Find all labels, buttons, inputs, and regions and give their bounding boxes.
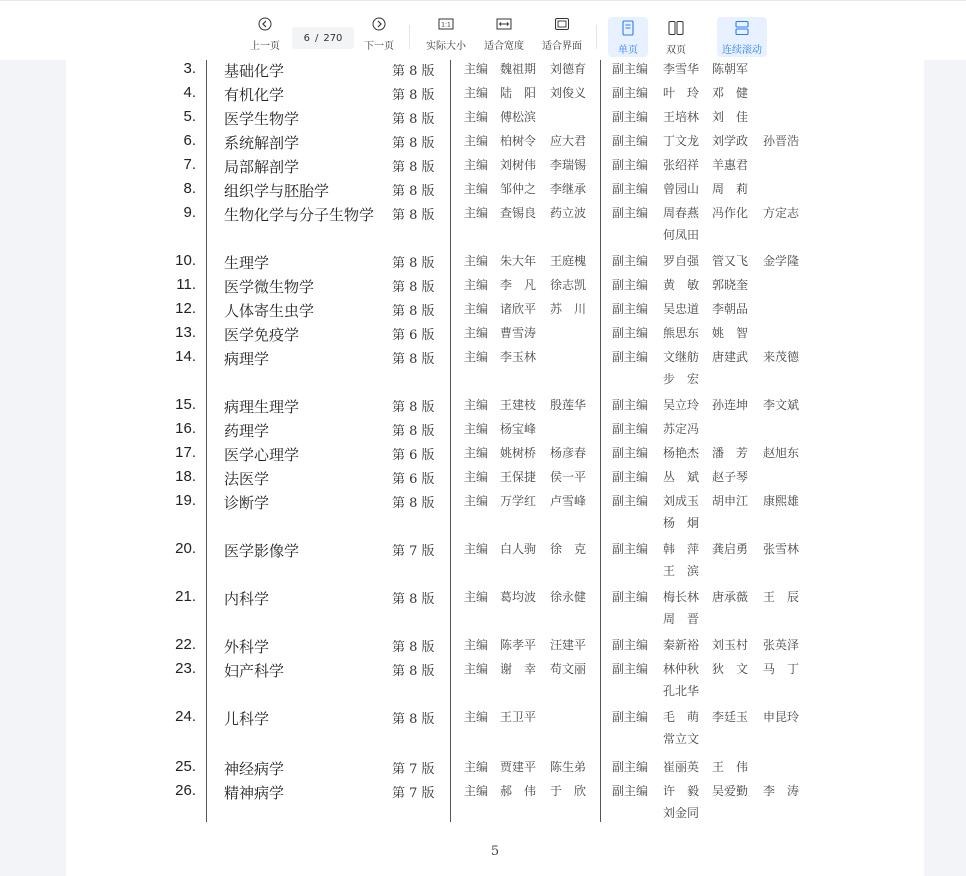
table-row xyxy=(66,348,924,372)
editor-role-label: 主编 xyxy=(464,784,489,798)
deputy-editor-name: 曾园山 xyxy=(663,182,700,196)
edition: 第 6 版 xyxy=(392,472,435,487)
toolbar-divider xyxy=(596,25,597,49)
single-page-icon xyxy=(622,17,634,39)
deputy-editor-name: 马 丁 xyxy=(763,662,800,676)
next-page-button[interactable] xyxy=(360,13,398,57)
book-title: 局部解剖学 xyxy=(224,158,300,176)
deputy-editor-name-continued: 杨 炯 xyxy=(663,516,700,530)
deputy-editor-name: 唐承薇 xyxy=(712,590,749,604)
deputy-role-label: 副主编 xyxy=(612,206,649,220)
editor-role-label: 主编 xyxy=(464,638,489,652)
editor-role-label: 主编 xyxy=(464,254,489,268)
row-number: 21. xyxy=(175,588,196,605)
deputy-editor-name: 来茂德 xyxy=(763,350,800,364)
editor-name: 殷莲华 xyxy=(550,398,587,412)
single-page-label: 单页 xyxy=(618,45,638,56)
table-row xyxy=(66,396,924,420)
fit-width-icon xyxy=(496,13,512,35)
actual-size-label: 实际大小 xyxy=(426,41,466,52)
chevron-left-circle-icon xyxy=(258,13,272,35)
deputy-role-label: 副主编 xyxy=(612,710,649,724)
editor-name: 药立波 xyxy=(550,206,587,220)
table-row xyxy=(66,420,924,444)
deputy-role-label: 副主编 xyxy=(612,86,649,100)
editor-role-label: 主编 xyxy=(464,494,489,508)
editor-role-label: 主编 xyxy=(464,590,489,604)
book-title: 内科学 xyxy=(224,590,270,608)
deputy-editor-name: 羊惠君 xyxy=(712,158,749,172)
edition: 第 8 版 xyxy=(392,496,435,511)
editor-role-label: 主编 xyxy=(464,662,489,676)
current-page-number[interactable]: 6 xyxy=(303,32,310,44)
deputy-editor-name: 韩 萍 xyxy=(663,542,700,556)
deputy-editor-name: 秦新裕 xyxy=(663,638,700,652)
edition: 第 7 版 xyxy=(392,762,435,777)
prev-page-button[interactable] xyxy=(246,13,284,57)
editor-role-label: 主编 xyxy=(464,542,489,556)
deputy-role-label: 副主编 xyxy=(612,110,649,124)
edition: 第 8 版 xyxy=(392,712,435,727)
deputy-editor-name: 陈朝军 xyxy=(712,62,749,76)
deputy-editor-name: 赵旭东 xyxy=(763,446,800,460)
deputy-editor-name: 龚启勇 xyxy=(712,542,749,556)
edition: 第 6 版 xyxy=(392,328,435,343)
row-number: 14. xyxy=(175,348,196,365)
table-row xyxy=(66,60,924,84)
editor-name: 刘德育 xyxy=(550,62,587,76)
double-page-label: 双页 xyxy=(666,45,686,56)
fit-page-icon xyxy=(554,13,570,35)
editor-name: 苏 川 xyxy=(550,302,587,316)
row-number: 8. xyxy=(183,180,196,197)
editor-name: 王保捷 xyxy=(500,470,537,484)
row-number: 22. xyxy=(175,636,196,653)
chevron-right-circle-icon xyxy=(372,13,386,35)
deputy-role-label: 副主编 xyxy=(612,254,649,268)
row-number: 20. xyxy=(175,540,196,557)
book-title: 法医学 xyxy=(224,470,270,488)
deputy-editor-name: 赵子琴 xyxy=(712,470,749,484)
deputy-editor-name: 刘学政 xyxy=(712,134,749,148)
row-number: 17. xyxy=(175,444,196,461)
book-title: 医学免疫学 xyxy=(224,326,300,344)
deputy-editor-name: 方定志 xyxy=(763,206,800,220)
edition: 第 8 版 xyxy=(392,664,435,679)
editor-name: 陈孝平 xyxy=(500,638,537,652)
deputy-editor-name: 郭晓奎 xyxy=(712,278,749,292)
deputy-role-label: 副主编 xyxy=(612,638,649,652)
deputy-editor-name: 潘 芳 xyxy=(712,446,749,460)
deputy-editor-name: 冯作化 xyxy=(712,206,749,220)
deputy-editor-name: 王 辰 xyxy=(763,590,800,604)
deputy-editor-name: 王 伟 xyxy=(712,760,749,774)
page-number: 5 xyxy=(490,844,500,859)
deputy-editor-name: 金学隆 xyxy=(763,254,800,268)
table-row xyxy=(66,252,924,276)
row-number: 19. xyxy=(175,492,196,509)
book-title: 药理学 xyxy=(224,422,270,440)
book-title: 外科学 xyxy=(224,638,270,656)
book-title: 病理生理学 xyxy=(224,398,300,416)
deputy-editor-name: 叶 玲 xyxy=(663,86,700,100)
deputy-editor-name: 周 莉 xyxy=(712,182,749,196)
table-row xyxy=(66,588,924,612)
deputy-editor-name: 崔丽英 xyxy=(663,760,700,774)
editor-name: 葛均波 xyxy=(500,590,537,604)
deputy-role-label: 副主编 xyxy=(612,158,649,172)
deputy-editor-name-continued: 步 宏 xyxy=(663,372,700,386)
deputy-role-label: 副主编 xyxy=(612,350,649,364)
deputy-editor-name: 丁文龙 xyxy=(663,134,700,148)
row-number: 6. xyxy=(183,132,196,149)
deputy-role-label: 副主编 xyxy=(612,398,649,412)
deputy-editor-name: 狄 文 xyxy=(712,662,749,676)
editor-name: 汪建平 xyxy=(550,638,587,652)
deputy-editor-name-continued: 刘金同 xyxy=(663,806,700,820)
editor-name: 应大君 xyxy=(550,134,587,148)
deputy-editor-name: 王培林 xyxy=(663,110,700,124)
editor-name: 徐 克 xyxy=(550,542,587,556)
book-title: 医学微生物学 xyxy=(224,278,315,296)
deputy-editor-name: 吴忠道 xyxy=(663,302,700,316)
editor-name: 郝 伟 xyxy=(500,784,537,798)
row-number: 16. xyxy=(175,420,196,437)
edition: 第 8 版 xyxy=(392,64,435,79)
edition: 第 7 版 xyxy=(392,786,435,801)
edition: 第 8 版 xyxy=(392,136,435,151)
editor-name: 杨彦春 xyxy=(550,446,587,460)
svg-text:1:1: 1:1 xyxy=(441,21,451,29)
book-title: 基础化学 xyxy=(224,62,285,80)
book-title: 医学心理学 xyxy=(224,446,300,464)
editor-role-label: 主编 xyxy=(464,134,489,148)
next-page-label: 下一页 xyxy=(364,41,394,52)
row-number: 4. xyxy=(183,84,196,101)
table-row xyxy=(66,444,924,468)
deputy-editor-name: 许 毅 xyxy=(663,784,700,798)
deputy-editor-name: 苏定冯 xyxy=(663,422,700,436)
editor-role-label: 主编 xyxy=(464,158,489,172)
editor-name: 王建枝 xyxy=(500,398,537,412)
editor-name: 李 凡 xyxy=(500,278,537,292)
deputy-editor-name: 康熙雄 xyxy=(763,494,800,508)
edition: 第 8 版 xyxy=(392,400,435,415)
deputy-editor-name: 梅长林 xyxy=(663,590,700,604)
deputy-editor-name-continued: 周 晋 xyxy=(663,612,700,626)
table-row xyxy=(66,540,924,564)
actual-size-icon xyxy=(438,13,454,35)
editor-name: 杨宝峰 xyxy=(500,422,537,436)
document-page xyxy=(66,60,924,876)
deputy-editor-name-continued: 何凤田 xyxy=(663,228,700,242)
editor-name: 李继承 xyxy=(550,182,587,196)
editor-name: 刘俊义 xyxy=(550,86,587,100)
deputy-role-label: 副主编 xyxy=(612,182,649,196)
row-number: 15. xyxy=(175,396,196,413)
total-pages: 270 xyxy=(323,32,343,44)
editor-name: 于 欣 xyxy=(550,784,587,798)
deputy-editor-name: 邓 健 xyxy=(712,86,749,100)
row-number: 23. xyxy=(175,660,196,677)
edition: 第 8 版 xyxy=(392,352,435,367)
deputy-role-label: 副主编 xyxy=(612,446,649,460)
deputy-editor-name: 毛 萌 xyxy=(663,710,700,724)
editor-role-label: 主编 xyxy=(464,182,489,196)
deputy-role-label: 副主编 xyxy=(612,542,649,556)
double-page-icon xyxy=(668,17,684,39)
deputy-editor-name: 管又飞 xyxy=(712,254,749,268)
book-title: 精神病学 xyxy=(224,784,285,802)
deputy-role-label: 副主编 xyxy=(612,470,649,484)
deputy-role-label: 副主编 xyxy=(612,494,649,508)
table-row xyxy=(66,324,924,348)
row-number: 10. xyxy=(175,252,196,269)
table-row xyxy=(66,636,924,660)
editor-name: 李玉林 xyxy=(500,350,537,364)
toolbar-divider xyxy=(409,25,410,49)
editor-role-label: 主编 xyxy=(464,710,489,724)
deputy-editor-name: 吴立玲 xyxy=(663,398,700,412)
deputy-editor-name: 张雪林 xyxy=(763,542,800,556)
deputy-editor-name: 吴爱勤 xyxy=(712,784,749,798)
edition: 第 8 版 xyxy=(392,280,435,295)
deputy-editor-name: 申昆玲 xyxy=(763,710,800,724)
deputy-editor-name: 胡申江 xyxy=(712,494,749,508)
deputy-editor-name: 周春燕 xyxy=(663,206,700,220)
editor-name: 苟文丽 xyxy=(550,662,587,676)
row-number: 5. xyxy=(183,108,196,125)
deputy-editor-name: 孙连坤 xyxy=(712,398,749,412)
single-page-button[interactable] xyxy=(608,17,648,57)
book-title: 病理学 xyxy=(224,350,270,368)
deputy-role-label: 副主编 xyxy=(612,784,649,798)
deputy-editor-name-continued: 常立文 xyxy=(663,732,700,746)
editor-name: 姚树桥 xyxy=(500,446,537,460)
deputy-editor-name: 黄 敏 xyxy=(663,278,700,292)
fit-page-button[interactable] xyxy=(540,13,584,57)
deputy-editor-name-continued: 孔北华 xyxy=(663,684,700,698)
editor-name: 王庭槐 xyxy=(550,254,587,268)
deputy-role-label: 副主编 xyxy=(612,62,649,76)
deputy-editor-name: 孙晋浩 xyxy=(763,134,800,148)
table-row xyxy=(66,468,924,492)
table-row xyxy=(66,492,924,516)
fit-page-label: 适合界面 xyxy=(542,41,582,52)
editor-role-label: 主编 xyxy=(464,326,489,340)
edition: 第 8 版 xyxy=(392,640,435,655)
deputy-role-label: 副主编 xyxy=(612,760,649,774)
continuous-scroll-label: 连续滚动 xyxy=(722,45,762,56)
book-title: 诊断学 xyxy=(224,494,270,512)
deputy-editor-name-continued: 王 滨 xyxy=(663,564,700,578)
editor-name: 白人驹 xyxy=(500,542,537,556)
editor-role-label: 主编 xyxy=(464,302,489,316)
edition: 第 8 版 xyxy=(392,592,435,607)
edition: 第 8 版 xyxy=(392,256,435,271)
editor-name: 陈生弟 xyxy=(550,760,587,774)
actual-size-button[interactable] xyxy=(424,13,468,57)
row-number: 24. xyxy=(175,708,196,725)
editor-name: 邹仲之 xyxy=(500,182,537,196)
book-title: 妇产科学 xyxy=(224,662,285,680)
editor-name: 徐永健 xyxy=(550,590,587,604)
table-row xyxy=(66,300,924,324)
deputy-role-label: 副主编 xyxy=(612,662,649,676)
editor-role-label: 主编 xyxy=(464,398,489,412)
deputy-editor-name: 林仲秋 xyxy=(663,662,700,676)
editor-name: 诸欣平 xyxy=(500,302,537,316)
deputy-editor-name: 李朝品 xyxy=(712,302,749,316)
deputy-editor-name: 熊思东 xyxy=(663,326,700,340)
edition: 第 8 版 xyxy=(392,184,435,199)
table-row xyxy=(66,108,924,132)
book-title: 医学影像学 xyxy=(224,542,300,560)
editor-name: 徐志凯 xyxy=(550,278,587,292)
deputy-editor-name: 杨艳杰 xyxy=(663,446,700,460)
editor-role-label: 主编 xyxy=(464,62,489,76)
row-number: 7. xyxy=(183,156,196,173)
editor-name: 陆 阳 xyxy=(500,86,537,100)
editor-name: 卢雪峰 xyxy=(550,494,587,508)
table-row xyxy=(66,204,924,228)
deputy-editor-name: 文继舫 xyxy=(663,350,700,364)
deputy-role-label: 副主编 xyxy=(612,326,649,340)
edition: 第 8 版 xyxy=(392,208,435,223)
editor-name: 贾建平 xyxy=(500,760,537,774)
deputy-editor-name: 刘 佳 xyxy=(712,110,749,124)
deputy-role-label: 副主编 xyxy=(612,302,649,316)
deputy-editor-name: 刘玉村 xyxy=(712,638,749,652)
edition: 第 7 版 xyxy=(392,544,435,559)
deputy-editor-name: 丛 斌 xyxy=(663,470,700,484)
editor-name: 曹雪涛 xyxy=(500,326,537,340)
viewer-toolbar xyxy=(0,0,966,60)
deputy-editor-name: 李文斌 xyxy=(763,398,800,412)
edition: 第 8 版 xyxy=(392,88,435,103)
row-number: 12. xyxy=(175,300,196,317)
book-title: 医学生物学 xyxy=(224,110,300,128)
continuous-scroll-icon xyxy=(734,17,750,39)
editor-role-label: 主编 xyxy=(464,760,489,774)
page-indicator[interactable] xyxy=(292,27,354,49)
editor-role-label: 主编 xyxy=(464,206,489,220)
page-separator: / xyxy=(314,32,319,44)
deputy-editor-name: 李廷玉 xyxy=(712,710,749,724)
book-title: 组织学与胚胎学 xyxy=(224,182,330,200)
deputy-editor-name: 罗自强 xyxy=(663,254,700,268)
editor-role-label: 主编 xyxy=(464,422,489,436)
edition: 第 6 版 xyxy=(392,448,435,463)
editor-role-label: 主编 xyxy=(464,350,489,364)
deputy-role-label: 副主编 xyxy=(612,278,649,292)
deputy-editor-name: 张绍祥 xyxy=(663,158,700,172)
book-title: 系统解剖学 xyxy=(224,134,300,152)
book-title: 有机化学 xyxy=(224,86,285,104)
editor-role-label: 主编 xyxy=(464,110,489,124)
book-title: 儿科学 xyxy=(224,710,270,728)
row-number: 13. xyxy=(175,324,196,341)
deputy-editor-name: 刘成玉 xyxy=(663,494,700,508)
row-number: 26. xyxy=(175,782,196,799)
prev-page-label: 上一页 xyxy=(250,41,280,52)
editor-name: 柏树令 xyxy=(500,134,537,148)
editor-name: 侯一平 xyxy=(550,470,587,484)
table-row xyxy=(66,708,924,732)
double-page-button[interactable] xyxy=(656,17,696,57)
deputy-editor-name: 张英泽 xyxy=(763,638,800,652)
editor-role-label: 主编 xyxy=(464,470,489,484)
deputy-role-label: 副主编 xyxy=(612,422,649,436)
table-row xyxy=(66,180,924,204)
editor-role-label: 主编 xyxy=(464,446,489,460)
book-title: 神经病学 xyxy=(224,760,285,778)
table-row xyxy=(66,132,924,156)
editor-name: 刘树伟 xyxy=(500,158,537,172)
deputy-editor-name: 李雪华 xyxy=(663,62,700,76)
deputy-editor-name: 唐建武 xyxy=(712,350,749,364)
book-title: 人体寄生虫学 xyxy=(224,302,315,320)
edition: 第 8 版 xyxy=(392,304,435,319)
editor-name: 查锡良 xyxy=(500,206,537,220)
deputy-editor-name: 姚 智 xyxy=(712,326,749,340)
editor-name: 朱大年 xyxy=(500,254,537,268)
editor-name: 魏祖期 xyxy=(500,62,537,76)
edition: 第 8 版 xyxy=(392,112,435,127)
table-row xyxy=(66,660,924,684)
editor-name: 王卫平 xyxy=(500,710,537,724)
book-title: 生物化学与分子生物学 xyxy=(224,206,375,224)
book-title: 生理学 xyxy=(224,254,270,272)
row-number: 3. xyxy=(183,60,196,77)
row-number: 11. xyxy=(176,276,196,293)
row-number: 25. xyxy=(175,758,196,775)
table-row xyxy=(66,782,924,806)
editor-name: 万学红 xyxy=(500,494,537,508)
editor-role-label: 主编 xyxy=(464,86,489,100)
deputy-editor-name: 李 涛 xyxy=(763,784,800,798)
editor-name: 谢 幸 xyxy=(500,662,537,676)
deputy-role-label: 副主编 xyxy=(612,590,649,604)
fit-width-label: 适合宽度 xyxy=(484,41,524,52)
editor-role-label: 主编 xyxy=(464,278,489,292)
edition: 第 8 版 xyxy=(392,160,435,175)
row-number: 9. xyxy=(183,204,196,221)
table-row xyxy=(66,276,924,300)
table-row xyxy=(66,84,924,108)
table-row xyxy=(66,156,924,180)
deputy-role-label: 副主编 xyxy=(612,134,649,148)
editor-name: 傅松滨 xyxy=(500,110,537,124)
table-row xyxy=(66,758,924,782)
continuous-scroll-button[interactable] xyxy=(717,17,767,57)
editor-name: 李瑞锡 xyxy=(550,158,587,172)
fit-width-button[interactable] xyxy=(482,13,526,57)
row-number: 18. xyxy=(175,468,196,485)
edition: 第 8 版 xyxy=(392,424,435,439)
